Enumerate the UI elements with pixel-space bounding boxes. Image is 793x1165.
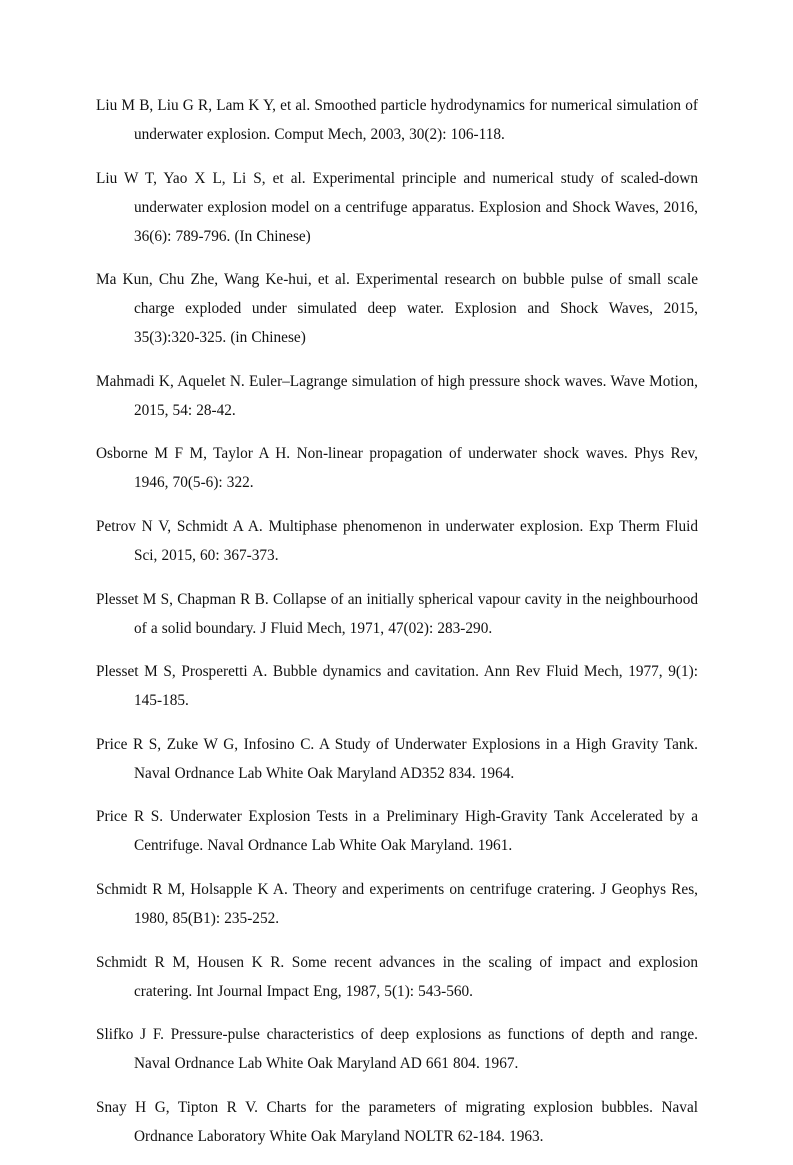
reference-item: Slifko J F. Pressure-pulse characteristics of deep explosions as functions of depth and range. Naval Ordnance Lab White Oak Maryland AD 661 804. 1967. xyxy=(96,1026,698,1073)
reference-item: Snay H G, Tipton R V. Charts for the parameters of migrating explosion bubbles. Naval Ordnance Laboratory White Oak Maryland NOLTR 62-184. 1963. xyxy=(96,1098,698,1145)
reference-item: Osborne M F M, Taylor A H. Non-linear propagation of underwater shock waves. Phys Rev, 1946, 70(5-6): 322. xyxy=(96,445,698,492)
reference-list xyxy=(96,91,698,1165)
reference-item: Liu W T, Yao X L, Li S, et al. Experimental principle and numerical study of scaled-down underwater explosion model on a centrifuge apparatus. Explosion and Shock Waves, 2016, 36(6): 789-796. (In Chinese) xyxy=(96,169,698,245)
reference-item: Schmidt R M, Housen K R. Some recent advances in the scaling of impact and explosion cratering. Int Journal Impact Eng, 1987, 5(1): 543-560. xyxy=(96,953,698,1000)
reference-item: Petrov N V, Schmidt A A. Multiphase phenomenon in underwater explosion. Exp Therm Fluid Sci, 2015, 60: 367-373. xyxy=(96,517,698,564)
reference-item: Price R S. Underwater Explosion Tests in a Preliminary High-Gravity Tank Accelerated by a Centrifuge. Naval Ordnance Lab White Oak Maryland. 1961. xyxy=(96,808,698,855)
reference-item: Schmidt R M, Holsapple K A. Theory and experiments on centrifuge cratering. J Geophys Res, 1980, 85(B1): 235-252. xyxy=(96,880,698,927)
reference-item: Mahmadi K, Aquelet N. Euler–Lagrange simulation of high pressure shock waves. Wave Motion, 2015, 54: 28-42. xyxy=(96,372,698,419)
reference-item: Price R S, Zuke W G, Infosino C. A Study of Underwater Explosions in a High Gravity Tank. Naval Ordnance Lab White Oak Maryland AD352 834. 1964. xyxy=(96,735,698,782)
reference-item: Plesset M S, Prosperetti A. Bubble dynamics and cavitation. Ann Rev Fluid Mech, 1977, 9(1): 145-185. xyxy=(96,663,698,710)
reference-item: Plesset M S, Chapman R B. Collapse of an initially spherical vapour cavity in the neighbourhood of a solid boundary. J Fluid Mech, 1971, 47(02): 283-290. xyxy=(96,590,698,637)
reference-item: Ma Kun, Chu Zhe, Wang Ke-hui, et al. Experimental research on bubble pulse of small scale charge exploded under simulated deep water. Explosion and Shock Waves, 2015, 35(3):320-325. (in Chinese) xyxy=(96,271,698,347)
reference-item: Liu M B, Liu G R, Lam K Y, et al. Smoothed particle hydrodynamics for numerical simulation of underwater explosion. Comput Mech, 2003, 30(2): 106-118. xyxy=(96,97,698,143)
